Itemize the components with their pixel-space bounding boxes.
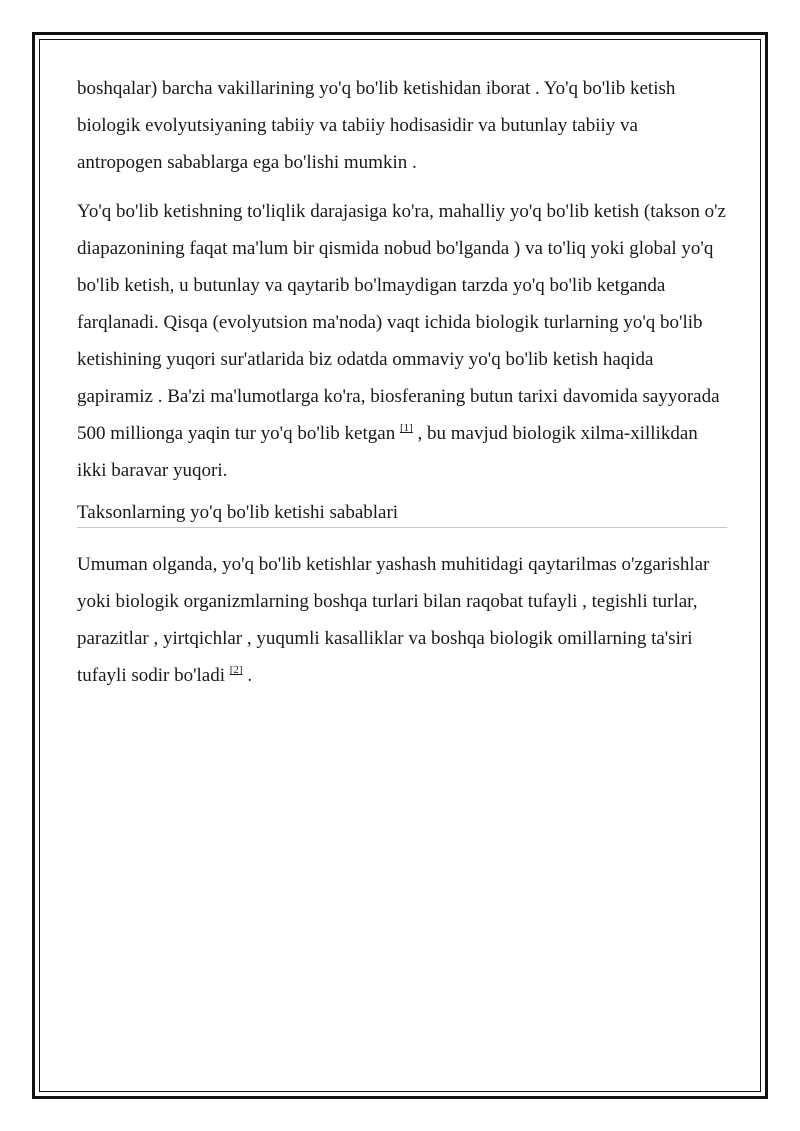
paragraph-2-text: Yo'q bo'lib ketishning to'liqlik darajasiga ko'ra, mahalliy yo'q bo'lib ketish (takson o'z diapazonining faqat ma'lum bir qismida nobud bo'lganda ) va to'liq yoki global yo'q bo'lib ketish, u butunlay va qaytarib bo'lmaydigan tarzda yo'q bo'lib ketganda farqlanadi. Qisqa (evolyutsion ma'noda) vaqt ichida biologik turlarning yo'q bo'lib ketishining yuqori sur'atlarida biz odatda ommaviy yo'q bo'lib ketish haqida gapiramiz . Ba'zi ma'lumotlarga ko'ra, biosferaning butun tarixi davomida sayyorada 500 millionga yaqin tur yo'q bo'lib ketgan [77,201,726,444]
footnote-link-1[interactable]: [1] [399,422,413,434]
footnote-link-2[interactable]: [2] [229,664,243,676]
paragraph-3 [77,546,727,694]
document-body [77,70,727,694]
paragraph-3-text: Umuman olganda, yo'q bo'lib ketishlar yashash muhitidagi qaytarilmas o'zgarishlar yoki biologik organizmlarning boshqa turlari bilan raqobat tufayli , tegishli turlar, parazitlar , yirtqichlar , yuqumli kasalliklar va boshqa biologik omillarning ta'siri tufayli sodir bo'ladi [77,554,710,686]
paragraph-2 [77,193,727,489]
paragraph-2-tail: , bu mavjud biologik xilma-xillikdan ikki baravar yuqori. [77,423,698,481]
paragraph-3-tail: . [242,665,253,686]
paragraph-1: boshqalar) barcha vakillarining yo'q bo'lib ketishidan iborat . Yo'q bo'lib ketish biologik evolyutsiyaning tabiiy va tabiiy hodisasidir va butunlay tabiiy va antropogen sabablarga ega bo'lishi mumkin . [77,78,676,173]
section-heading: Taksonlarning yo'q bo'lib ketishi sabablari [77,501,727,528]
